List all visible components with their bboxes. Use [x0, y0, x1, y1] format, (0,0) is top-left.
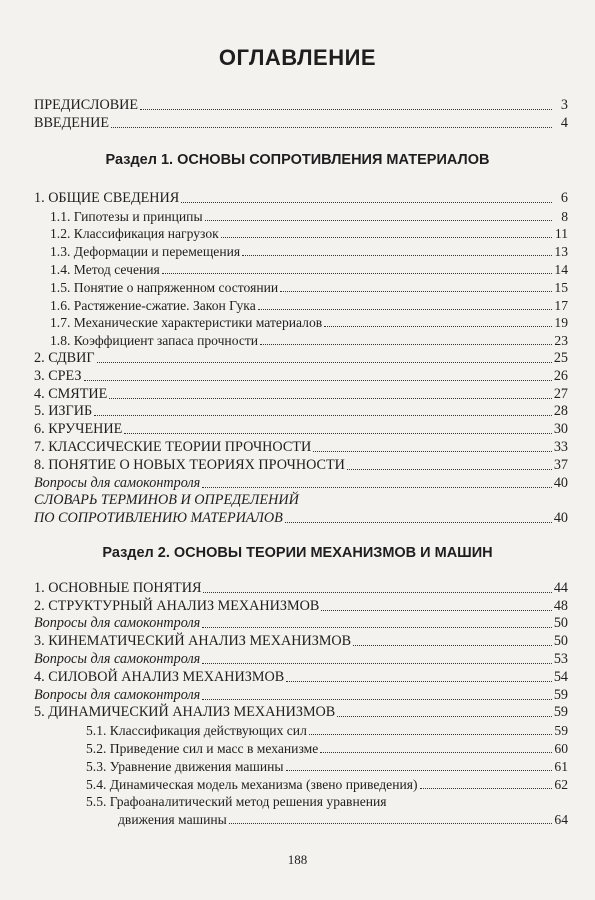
toc-entry[interactable] — [34, 296, 568, 314]
section-2-list — [34, 579, 568, 828]
toc-entry-label: 4. СИЛОВОЙ АНАЛИЗ МЕХАНИЗМОВ — [34, 668, 285, 685]
dot-leader — [286, 681, 552, 682]
toc-entry-label: 1.2. Классификация нагрузок — [50, 226, 219, 242]
dot-leader — [260, 344, 552, 345]
toc-entry-label: 3. СРЕЗ — [34, 367, 82, 384]
toc-entry-label: 2. СТРУКТУРНЫЙ АНАЛИЗ МЕХАНИЗМОВ — [34, 597, 320, 614]
toc-entry[interactable] — [34, 793, 568, 829]
toc-entry[interactable] — [34, 721, 568, 739]
toc-entry[interactable] — [34, 385, 568, 403]
dot-leader — [202, 699, 552, 700]
toc-entry-page: 60 — [554, 740, 568, 756]
toc-entry-label: 1.4. Метод сечения — [50, 261, 160, 277]
toc-entry-label: 1. ОБЩИЕ СВЕДЕНИЯ — [34, 189, 180, 206]
toc-entry[interactable] — [34, 420, 568, 438]
toc-entry-label: 1. ОСНОВНЫЕ ПОНЯТИЯ — [34, 579, 202, 596]
toc-entry-page: 48 — [553, 597, 568, 614]
toc-entry-page: 17 — [554, 297, 568, 313]
dot-leader — [94, 415, 552, 416]
dot-leader — [202, 627, 552, 628]
dot-leader — [109, 398, 552, 399]
toc-entry-label: 3. КИНЕМАТИЧЕСКИЙ АНАЛИЗ МЕХАНИЗМОВ — [34, 633, 352, 650]
dot-leader — [313, 451, 552, 452]
toc-entry-label: 5.5. Графоаналитический метод решения уравнения — [86, 793, 387, 809]
toc-entry-page: 59 — [554, 723, 568, 739]
dot-leader — [202, 663, 552, 664]
toc-entry[interactable] — [34, 114, 568, 132]
toc-entry-label: ПРЕДИСЛОВИЕ — [34, 96, 139, 113]
toc-entry-glossary[interactable] — [34, 492, 568, 528]
toc-entry-page: 64 — [554, 812, 568, 828]
toc-entry-page: 40 — [553, 510, 568, 527]
toc-entry-page: 8 — [561, 208, 568, 224]
toc-entry-label: Вопросы для самоконтроля — [34, 650, 201, 667]
toc-entry[interactable] — [34, 757, 568, 775]
toc-entry-label: СЛОВАРЬ ТЕРМИНОВ И ОПРЕДЕЛЕНИЙ — [34, 491, 299, 508]
toc-entry-page: 4 — [560, 114, 568, 131]
section-1-heading: Раздел 1. ОСНОВЫ СОПРОТИВЛЕНИЯ МАТЕРИАЛОВ — [105, 152, 490, 168]
section-1-list — [34, 189, 568, 527]
dot-leader — [353, 645, 552, 646]
dot-leader — [309, 734, 552, 735]
toc-entry[interactable] — [34, 278, 568, 296]
toc-entry-page: 23 — [554, 333, 568, 349]
dot-leader — [205, 220, 552, 221]
dot-leader — [321, 610, 551, 611]
dot-leader — [162, 273, 552, 274]
toc-entry[interactable] — [34, 632, 568, 650]
toc-entry[interactable] — [34, 207, 568, 225]
toc-entry-page: 53 — [553, 650, 568, 667]
toc-entry[interactable] — [34, 775, 568, 793]
dot-leader — [221, 237, 552, 238]
toc-entry-label: 2. СДВИГ — [34, 349, 95, 366]
dot-leader — [337, 716, 552, 717]
dot-leader — [181, 202, 552, 203]
toc-entry-label: 6. КРУЧЕНИЕ — [34, 421, 123, 438]
toc-entry-page: 59 — [553, 704, 568, 721]
dot-leader — [258, 309, 552, 310]
toc-entry-page: 44 — [553, 579, 568, 596]
dot-leader — [420, 788, 552, 789]
dot-leader — [320, 752, 552, 753]
dot-leader — [242, 255, 552, 256]
toc-entry-label: 1.3. Деформации и перемещения — [50, 244, 241, 260]
toc-entry-page: 14 — [554, 261, 568, 277]
toc-entry-label: 5. ДИНАМИЧЕСКИЙ АНАЛИЗ МЕХАНИЗМОВ — [34, 704, 336, 721]
toc-entry[interactable] — [34, 456, 568, 474]
toc-entry-page: 54 — [553, 668, 568, 685]
toc-entry[interactable] — [34, 331, 568, 349]
dot-leader — [229, 823, 552, 824]
toc-entry[interactable] — [34, 615, 568, 633]
toc-entry-page: 61 — [554, 758, 568, 774]
toc-entry[interactable] — [34, 739, 568, 757]
toc-entry-label: Вопросы для самоконтроля — [34, 686, 201, 703]
toc-entry-label: движения машины — [118, 812, 227, 828]
toc-entry-label: Вопросы для самоконтроля — [34, 474, 201, 491]
dot-leader — [203, 592, 551, 593]
toc-entry[interactable] — [34, 349, 568, 367]
dot-leader — [347, 469, 552, 470]
toc-entry[interactable] — [34, 686, 568, 704]
toc-entry-page: 19 — [554, 315, 568, 331]
toc-entry-label: ВВЕДЕНИЕ — [34, 114, 110, 131]
dot-leader — [97, 362, 552, 363]
toc-entry-label: 5.1. Классификация действующих сил — [86, 723, 307, 739]
toc-entry-label: 7. КЛАССИЧЕСКИЕ ТЕОРИИ ПРОЧНОСТИ — [34, 438, 312, 455]
toc-entry-page: 27 — [553, 385, 568, 402]
toc-entry[interactable] — [34, 260, 568, 278]
dot-leader — [84, 380, 552, 381]
toc-entry-label: 5.2. Приведение сил и масс в механизме — [86, 740, 319, 756]
toc-entry-page: 37 — [553, 456, 568, 473]
dot-leader — [202, 487, 552, 488]
toc-entry-label: 8. ПОНЯТИЕ О НОВЫХ ТЕОРИЯХ ПРОЧНОСТИ — [34, 456, 345, 473]
toc-entry-label: 5.3. Уравнение движения машины — [86, 758, 284, 774]
toc-entry-page: 26 — [553, 367, 568, 384]
dot-leader — [140, 109, 552, 110]
dot-leader — [324, 326, 552, 327]
toc-entry-page: 62 — [554, 776, 568, 792]
toc-entry[interactable] — [34, 668, 568, 686]
toc-entry[interactable] — [34, 225, 568, 243]
toc-entry-page: 25 — [553, 349, 568, 366]
toc-entry-page: 50 — [553, 615, 568, 632]
toc-entry[interactable] — [34, 597, 568, 615]
toc-entry[interactable] — [34, 704, 568, 722]
toc-entry[interactable] — [34, 474, 568, 492]
dot-leader — [124, 433, 552, 434]
page-number: 188 — [287, 852, 308, 867]
toc-entry-label: 1.7. Механические характеристики материалов — [50, 315, 323, 331]
toc-entry-label: 5.4. Динамическая модель механизма (звено приведения) — [86, 776, 418, 792]
toc-entry-label: 4. СМЯТИЕ — [34, 385, 108, 402]
toc-entry-page: 3 — [560, 96, 568, 113]
toc-entry-label: Вопросы для самоконтроля — [34, 615, 201, 632]
toc-entry-label: 1.6. Растяжение-сжатие. Закон Гука — [50, 297, 256, 313]
section-2-heading: Раздел 2. ОСНОВЫ ТЕОРИИ МЕХАНИЗМОВ И МАШИН — [102, 545, 493, 561]
toc-entry-label: ПО СОПРОТИВЛЕНИЮ МАТЕРИАЛОВ — [34, 510, 283, 527]
dot-leader — [280, 291, 552, 292]
toc-entry[interactable] — [34, 579, 568, 597]
toc-entry[interactable] — [34, 314, 568, 332]
dot-leader — [286, 770, 552, 771]
toc-entry-label: 5. ИЗГИБ — [34, 403, 93, 420]
toc-entry[interactable] — [34, 242, 568, 260]
toc-entry-page: 33 — [553, 438, 568, 455]
toc-entry-label: 1.1. Гипотезы и принципы — [50, 208, 203, 224]
toc-entry-label: 1.8. Коэффициент запаса прочности — [50, 333, 259, 349]
toc-entry-page: 15 — [554, 279, 568, 295]
page-title: ОГЛАВЛЕНИЕ — [218, 45, 377, 70]
toc-entry[interactable] — [34, 650, 568, 668]
front-matter-list — [34, 96, 568, 132]
toc-entry-page: 40 — [553, 474, 568, 491]
toc-entry-page: 50 — [553, 633, 568, 650]
toc-entry[interactable] — [34, 189, 568, 207]
toc-entry-page: 59 — [553, 686, 568, 703]
toc-entry-page: 13 — [554, 244, 568, 260]
toc-entry-page: 30 — [553, 421, 568, 438]
toc-entry-page: 28 — [553, 403, 568, 420]
toc-entry[interactable] — [34, 438, 568, 456]
toc-entry[interactable] — [34, 403, 568, 421]
dot-leader — [111, 127, 552, 128]
toc-entry[interactable] — [34, 367, 568, 385]
toc-entry-label: 1.5. Понятие о напряженном состоянии — [50, 279, 279, 295]
dot-leader — [285, 522, 552, 523]
toc-entry-page: 6 — [560, 189, 568, 206]
toc-entry[interactable] — [34, 96, 568, 114]
toc-entry-page: 11 — [554, 226, 568, 242]
